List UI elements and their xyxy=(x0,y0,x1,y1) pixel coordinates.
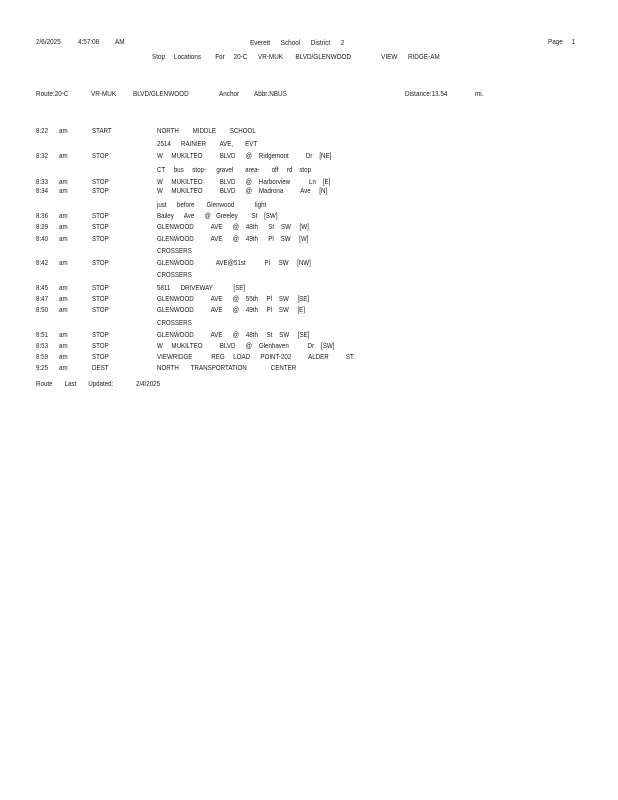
stop-ampm: am xyxy=(59,186,68,195)
stop-description: GLENWOOD AVE@51st Pl SW [NW] xyxy=(157,258,311,267)
stop-time: 8:36 xyxy=(36,211,49,220)
stop-description: CROSSERS xyxy=(157,270,192,279)
stop-description: Bailey Ave @ Greeley St [SW] xyxy=(157,211,278,220)
stop-description: GLENWOOD AVE @ 49th Pl SW [E] xyxy=(157,305,306,314)
route-street: BLVD/GLENWOOD xyxy=(133,89,189,98)
stop-action: STOP xyxy=(92,186,109,195)
report-ampm: AM xyxy=(115,37,125,46)
stop-description: just before Glenwood light xyxy=(157,200,267,209)
stop-ampm: am xyxy=(59,341,68,350)
page-number: Page 1 xyxy=(548,37,576,46)
stop-ampm: am xyxy=(59,283,68,292)
stop-action: STOP xyxy=(92,352,109,361)
stop-action: STOP xyxy=(92,222,109,231)
stop-description: W MUKILTEO BLVD @ Glenhaven Dr [SW] xyxy=(157,341,335,350)
stop-time: 8:22 xyxy=(36,126,49,135)
stop-description: GLENWOOD AVE @ 48th St SW [W] xyxy=(157,222,309,231)
last-updated-label: Route Last Updated: xyxy=(36,379,114,388)
anchor-label: Anchor xyxy=(219,89,240,98)
stop-ampm: am xyxy=(59,234,68,243)
anchor-abbr: Abbr:NBUS xyxy=(254,89,287,98)
stop-time: 8:40 xyxy=(36,234,49,243)
stop-ampm: am xyxy=(59,211,68,220)
stop-description: W MUKILTEO BLVD @ Madrona Ave [N] xyxy=(157,186,328,195)
last-updated-date: 2/4/2025 xyxy=(136,379,161,388)
stop-ampm: am xyxy=(59,126,68,135)
report-time: 4:57:08 xyxy=(78,37,100,46)
stop-ampm: am xyxy=(59,177,68,186)
route-id: Route:20-C xyxy=(36,89,69,98)
stop-time: 8:50 xyxy=(36,305,49,314)
stop-time: 8:59 xyxy=(36,352,49,361)
stop-action: START xyxy=(92,126,112,135)
stop-description: GLENWOOD AVE @ 49th Pl SW [W] xyxy=(157,234,309,243)
stop-action: STOP xyxy=(92,151,109,160)
stop-ampm: am xyxy=(59,363,68,372)
stop-action: STOP xyxy=(92,294,109,303)
stop-description: GLENWOOD AVE @ 48th St SW [SE] xyxy=(157,330,310,339)
stop-time: 8:32 xyxy=(36,151,49,160)
report-date: 2/6/2025 xyxy=(36,37,61,46)
report-title: Stop Locations For 20-C VR-MUK BLVD/GLENWOOD VIEW RIDGE-AM xyxy=(152,52,440,61)
stop-description: GLENWOOD AVE @ 55th Pl SW [SE] xyxy=(157,294,310,303)
stop-action: DEST xyxy=(92,363,109,372)
stop-time: 8:51 xyxy=(36,330,49,339)
stop-ampm: am xyxy=(59,151,68,160)
route-distance: Distance:13.54 xyxy=(405,89,448,98)
stop-description: W MUKILTEO BLVD @ Harborview Ln [E] xyxy=(157,177,331,186)
stop-time: 8:47 xyxy=(36,294,49,303)
stop-description: CROSSERS xyxy=(157,246,192,255)
stop-time: 8:45 xyxy=(36,283,49,292)
stop-action: STOP xyxy=(92,234,109,243)
stop-description: W MUKILTEO BLVD @ Ridgemont Dr [NE] xyxy=(157,151,332,160)
distance-units: mi. xyxy=(475,89,484,98)
stop-action: STOP xyxy=(92,177,109,186)
stop-ampm: am xyxy=(59,258,68,267)
stop-action: STOP xyxy=(92,305,109,314)
district-title: Everett School District 2 xyxy=(250,38,345,47)
stop-time: 8:33 xyxy=(36,177,49,186)
stop-description: 2514 RAINIER AVE, EVT xyxy=(157,139,258,148)
stop-ampm: am xyxy=(59,222,68,231)
stop-time: 9:25 xyxy=(36,363,49,372)
stop-ampm: am xyxy=(59,330,68,339)
stop-action: STOP xyxy=(92,258,109,267)
stop-time: 8:39 xyxy=(36,222,49,231)
stop-description: CT bus stop- gravel area- off rd stop xyxy=(157,165,312,174)
stop-action: STOP xyxy=(92,330,109,339)
stop-time: 8:42 xyxy=(36,258,49,267)
stop-ampm: am xyxy=(59,305,68,314)
stop-action: STOP xyxy=(92,283,109,292)
stop-description: NORTH TRANSPORTATION CENTER xyxy=(157,363,297,372)
stop-time: 8:53 xyxy=(36,341,49,350)
stop-action: STOP xyxy=(92,341,109,350)
stop-action: STOP xyxy=(92,211,109,220)
stop-time: 8:34 xyxy=(36,186,49,195)
route-code: VR-MUK xyxy=(91,89,117,98)
stop-description: VIEWRIDGE REG LOAD POINT-202 ALDER ST. xyxy=(157,352,355,361)
stop-description: NORTH MIDDLE SCHOOL xyxy=(157,126,256,135)
stop-ampm: am xyxy=(59,352,68,361)
stop-ampm: am xyxy=(59,294,68,303)
stop-description: CROSSERS xyxy=(157,318,192,327)
stop-description: 5811 DRIVEWAY [SE] xyxy=(157,283,246,292)
